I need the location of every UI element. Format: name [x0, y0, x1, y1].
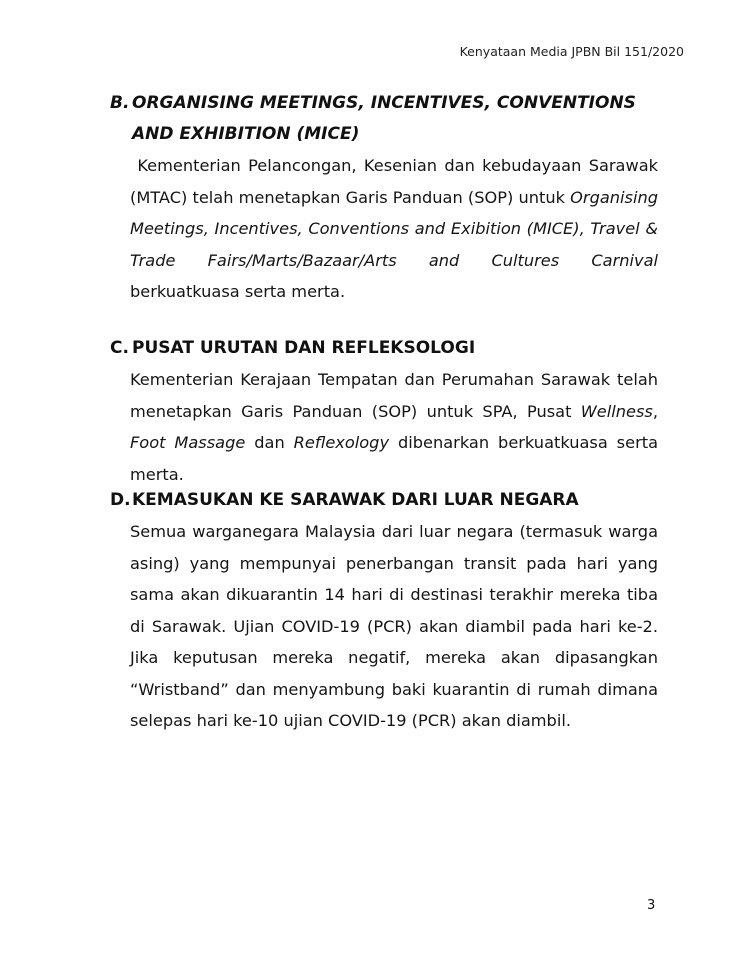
section-b-italic-1: Organising Meetings, Incentives, Conventions and Exibition (MICE), Travel & Trade Fairs/Marts/Bazaar/Arts and Cultures Carnival	[130, 187, 658, 270]
document-header: Kenyataan Media JPBN Bil 151/2020	[459, 44, 684, 59]
section-c-body	[130, 364, 658, 490]
section-c-text-4: dibenarkan berkuatkuasa serta merta.	[130, 433, 658, 484]
section-b-letter: B.	[110, 93, 130, 113]
section-c-italic-3: Reflexology	[293, 433, 390, 452]
section-b-title: ORGANISING MEETINGS, INCENTIVES, CONVENTIONS AND EXHIBITION (MICE)	[132, 93, 636, 144]
section-c-text-2: ,	[652, 401, 658, 421]
section-d-title: KEMASUKAN KE SARAWAK DARI LUAR NEGARA	[132, 490, 579, 510]
section-c-text-1: Kementerian Kerajaan Tempatan dan Perumahan Sarawak telah menetapkan Garis Panduan (SOP) untuk SPA, Pusat	[130, 370, 658, 421]
section-c-italic-2: Foot Massage	[130, 433, 246, 452]
section-c-title: PUSAT URUTAN DAN REFLEKSOLOGI	[132, 338, 476, 358]
section-b-text-1: Kementerian Pelancongan, Kesenian dan kebudayaan Sarawak (MTAC) telah menetapkan Garis Panduan (SOP) untuk	[130, 156, 658, 207]
section-c-italic-1: Wellness	[580, 401, 653, 421]
section-b-body	[130, 150, 658, 308]
section-d-letter: D.	[110, 490, 131, 510]
section-c-heading	[110, 333, 658, 364]
page-number: 3	[647, 898, 656, 913]
section-c-letter: C.	[110, 338, 129, 358]
section-c-text-3: dan	[245, 433, 294, 452]
section-b-text-2: berkuatkuasa serta merta.	[130, 282, 346, 301]
section-d-heading	[110, 485, 658, 516]
section-b-heading	[110, 88, 658, 150]
section-d-body: Semua warganegara Malaysia dari luar negara (termasuk warga asing) yang mempunyai penerbangan transit pada hari yang sama akan dikuarantin 14 hari di destinasi terakhir mereka tiba di Sarawak. Ujian COVID-19 (PCR) akan diambil pada hari ke-2. Jika keputusan mereka negatif, mereka akan dipasangkan “Wristband” dan menyambung baki kuarantin di rumah dimana selepas hari ke-10 ujian COVID-19 (PCR) akan diambil.	[130, 522, 658, 730]
section-c	[110, 333, 658, 490]
section-d	[110, 485, 658, 737]
section-b	[110, 88, 658, 308]
